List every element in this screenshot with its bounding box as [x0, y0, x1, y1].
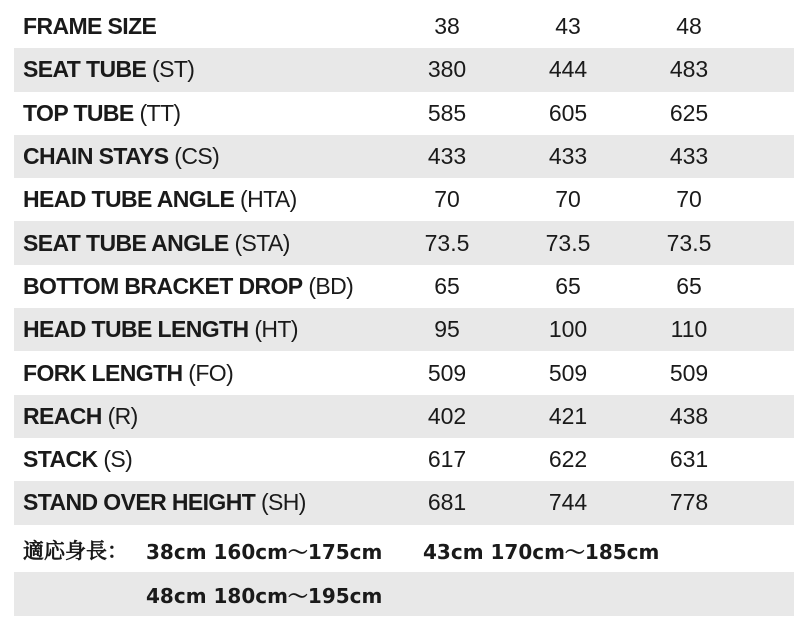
rider-height-line-2: [14, 572, 794, 616]
value-48: 483: [669, 56, 709, 83]
row-label: [23, 230, 290, 257]
row-label: [23, 316, 298, 343]
value-48: 110: [670, 316, 708, 343]
row-label: [23, 489, 306, 516]
row-abbr: (SH): [260, 489, 306, 516]
row-name: HEAD TUBE LENGTH: [23, 316, 249, 343]
value-43: 70: [555, 186, 581, 213]
row-label: [23, 360, 233, 387]
value-38: 617: [427, 446, 467, 473]
table-row: [14, 48, 794, 91]
row-label: [23, 446, 132, 473]
geometry-table: [14, 5, 794, 525]
value-48: 509: [669, 359, 709, 386]
row-label: [23, 13, 156, 40]
value-38: 585: [427, 99, 467, 126]
value-48: 73.5: [666, 229, 712, 256]
row-label: [23, 100, 180, 127]
value-43: 744: [548, 489, 588, 516]
value-43: 65: [555, 272, 581, 299]
row-abbr: (CS): [174, 143, 220, 170]
row-name: REACH: [23, 402, 102, 429]
row-label: [23, 186, 297, 213]
row-label: [23, 403, 138, 430]
row-abbr: (HTA): [240, 186, 297, 213]
value-43: 622: [548, 446, 588, 473]
rider-height-38: 38cm 160cm～175cm: [146, 539, 383, 564]
rider-height-label: 適応身長：: [23, 539, 128, 563]
row-label: [23, 273, 353, 300]
size-38: 38: [434, 13, 460, 40]
table-row: [14, 351, 794, 394]
table-row: [14, 438, 794, 481]
row-name: SEAT TUBE ANGLE: [23, 229, 229, 256]
row-label: [23, 56, 194, 83]
size-43: 43: [555, 13, 581, 40]
value-43: 509: [548, 359, 588, 386]
rider-height-48: 48cm 180cm～195cm: [146, 583, 383, 608]
table-row: [14, 395, 794, 438]
rider-height-section: [14, 528, 794, 616]
table-row: [14, 135, 794, 178]
table-row: [14, 221, 794, 264]
row-name: TOP TUBE: [23, 99, 134, 126]
value-38: 402: [427, 402, 467, 429]
row-abbr: (ST): [152, 56, 195, 83]
value-38: 95: [434, 316, 460, 343]
row-abbr: (R): [107, 402, 138, 429]
row-label: [23, 143, 219, 170]
value-43: 421: [548, 402, 588, 429]
row-abbr: (FO): [188, 359, 234, 386]
value-38: 681: [427, 489, 467, 516]
value-38: 65: [434, 272, 460, 299]
rider-height-43: 43cm 170cm～185cm: [423, 539, 660, 564]
value-48: 778: [669, 489, 709, 516]
value-48: 433: [669, 143, 709, 170]
table-row: [14, 308, 794, 351]
rider-height-line-1: [14, 528, 794, 572]
value-38: 73.5: [424, 229, 470, 256]
size-48: 48: [676, 13, 702, 40]
row-abbr: (HT): [254, 316, 298, 343]
row-abbr: (S): [103, 446, 133, 473]
row-abbr: (TT): [139, 99, 181, 126]
table-row: [14, 481, 794, 524]
table-row: [14, 92, 794, 135]
row-name: CHAIN STAYS: [23, 143, 169, 170]
row-name: STAND OVER HEIGHT: [23, 489, 256, 516]
table-row: [14, 265, 794, 308]
value-38: 380: [427, 56, 467, 83]
value-48: 70: [676, 186, 702, 213]
value-48: 65: [676, 272, 702, 299]
header-row: [14, 5, 794, 48]
value-43: 73.5: [545, 229, 591, 256]
value-43: 433: [548, 143, 588, 170]
table-row: [14, 178, 794, 221]
row-abbr: (STA): [234, 229, 290, 256]
value-38: 433: [427, 143, 467, 170]
value-38: 509: [427, 359, 467, 386]
row-abbr: (BD): [308, 272, 354, 299]
value-43: 100: [548, 316, 588, 343]
value-43: 444: [548, 56, 588, 83]
value-48: 631: [669, 446, 709, 473]
value-48: 438: [669, 402, 709, 429]
frame-size-label: FRAME SIZE: [23, 13, 157, 40]
value-43: 605: [548, 99, 588, 126]
row-name: FORK LENGTH: [23, 359, 183, 386]
value-48: 625: [669, 99, 709, 126]
row-name: HEAD TUBE ANGLE: [23, 186, 235, 213]
value-38: 70: [434, 186, 460, 213]
row-name: SEAT TUBE: [23, 56, 147, 83]
row-name: STACK: [23, 446, 98, 473]
row-name: BOTTOM BRACKET DROP: [23, 272, 303, 299]
